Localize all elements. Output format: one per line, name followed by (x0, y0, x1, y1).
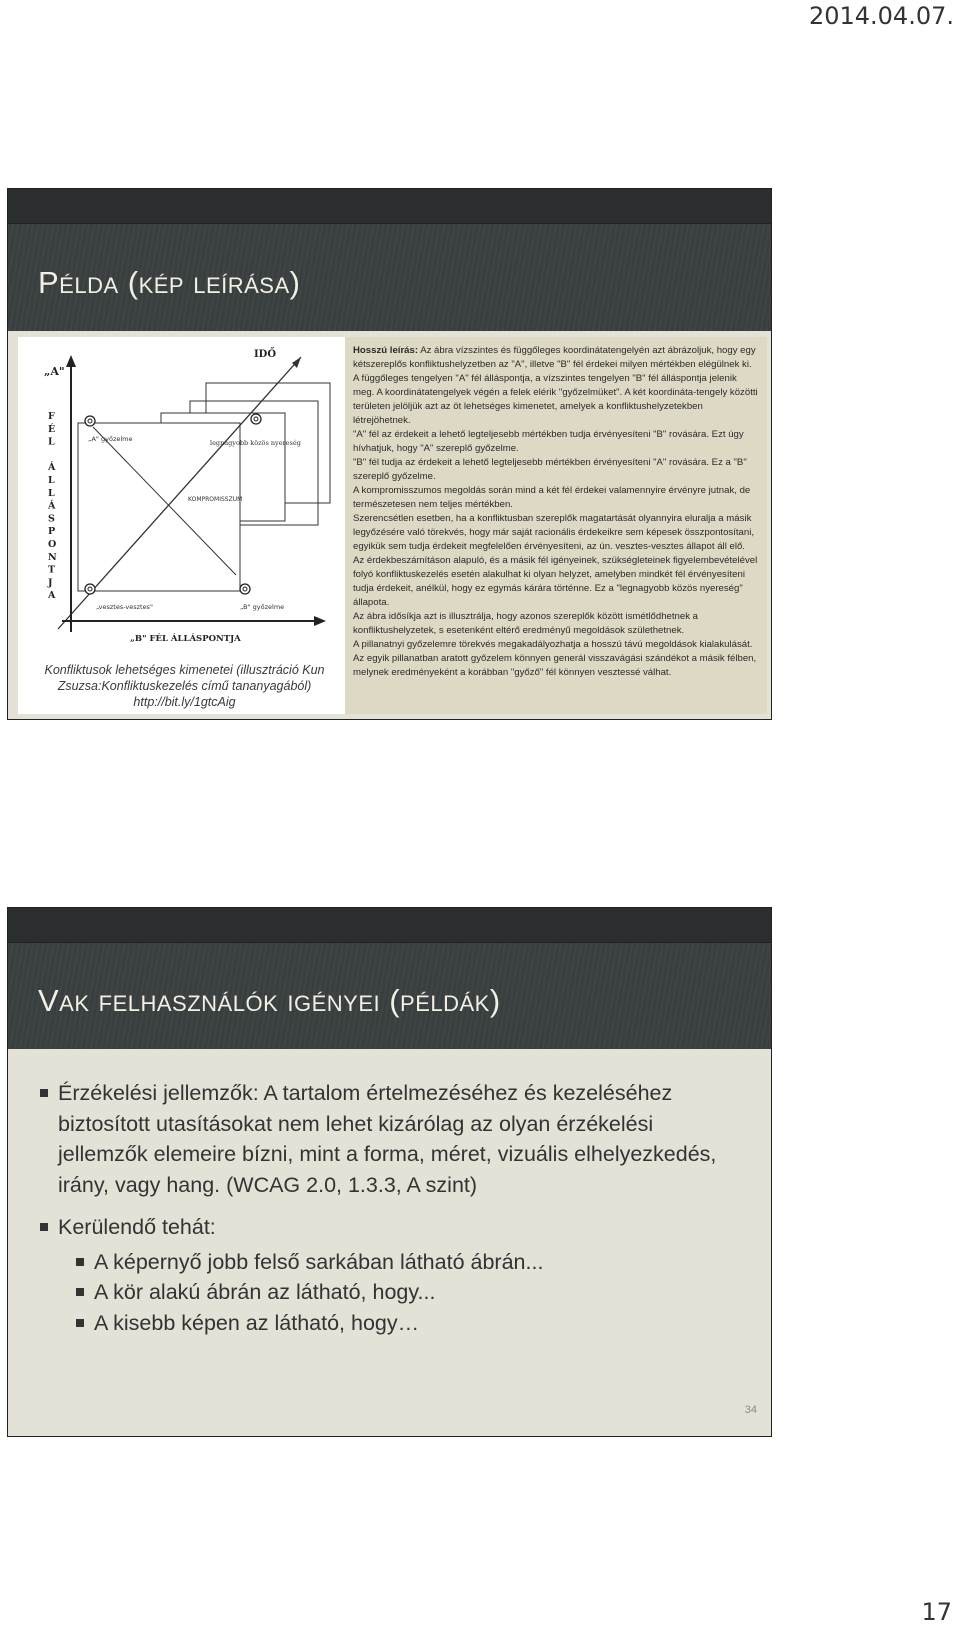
vertical-axis-letter: L (48, 475, 55, 486)
label-time: IDŐ (254, 349, 277, 360)
vertical-axis-letter: É (48, 423, 56, 435)
description-paragraph: "B" fél tudja az érdekeit a lehető legteljesebb mértékben érvényesíteni "A" rovására. Ez a "B" szereplő győzelme. (353, 457, 747, 482)
page-date: 2014.04.07. (808, 2, 954, 30)
description-lead (353, 344, 759, 428)
slide-header (8, 908, 771, 1049)
sub-bullet-list (38, 1247, 738, 1339)
sub-bullet-item: A kisebb képen az látható, hogy… (38, 1308, 738, 1339)
label-lose-lose: „vesztes-vesztes" (96, 603, 153, 611)
page-number: 17 (921, 1598, 952, 1626)
label-b-position-axis: „B" FÉL ÁLLÁSPONTJA (130, 634, 241, 644)
vertical-axis-letter: S (48, 513, 55, 525)
description-paragraph: Az ábra idősíkja azt is illusztrálja, hogy azonos szereplők között ismétlődhetnek a konfliktushelyzetek, s esetenként eltérő eredményű megoldások születhetnek. (353, 611, 699, 636)
slide-header (8, 189, 771, 331)
conflict-diagram (18, 337, 351, 667)
bullet-item: Érzékelési jellemzők: A tartalom értelmezéséhez és kezeléséhez biztosított utasításokat nem lehet kizárólag az olyan érzékelési jellemzők elemeire bízni, mint a forma, méret, vizuális elhelyezkedés, irány, vagy hang. (WCAG 2.0, 1.3.3, A szint) (38, 1078, 738, 1200)
vertical-axis-letter: F (48, 411, 55, 422)
slide-title: Példa (kép leírása) (38, 265, 301, 300)
vertical-axis-letter: L (48, 487, 55, 499)
sub-bullet-item: A képernyő jobb felső sarkában látható ábrán... (38, 1247, 738, 1278)
bullet-text: Kerülendő tehát: (58, 1215, 216, 1239)
slide-blind-user-needs (7, 907, 772, 1437)
description-paragraph: "A" fél az érdekeit a lehető legteljesebb mértékben tudja érvényesíteni "B" rovására. Ezt úgy hívhatjuk, hogy "A" szereplő győzelme. (353, 429, 744, 454)
outcome-lose-lose-marker (85, 584, 95, 594)
slide-title: Vak felhasználók igényei (példák) (38, 983, 501, 1018)
description-lead-text: Az ábra vízszintes és függőleges koordinátatengelyén azt ábrázoljuk, hogy egy kétszereplős konfliktushelyzetben az "A", illetve "B" fél érdekei milyen mértékben elégülnek ki. A függőleges tengelyen "A" fél álláspontja, a vízszintes tengelyen "B" fél álláspontja jelenik meg. A koordinátatengelyek végén a felek elérik "győzelmüket". A két koordináta-tengely közötti területen jelöljük azt az öt lehetséges kimenetet, amelyek a konfliktushelyzetekben létrejöhetnek. (353, 345, 758, 426)
vertical-axis-letter: O (48, 539, 57, 550)
label-compromise: KOMPROMISSZUM (188, 496, 243, 503)
sub-bullet-item: A kör alakú ábrán az látható, hogy... (38, 1277, 738, 1308)
description-paragraph: A pillanatnyi győzelemre törekvés megakadályozhatja a hosszú távú megoldások kialakulását. Az egyik pillanatban aratott győzelem könnyen generál visszavágási szándékot a másik félben, melynek eredményeként a korábban "győző" fél könnyen vesztessé válhat. (353, 639, 757, 678)
slide-example-image-description (7, 188, 772, 720)
label-a-win: „A" győzelme (88, 435, 133, 443)
vertical-axis-letter: Á (48, 462, 56, 474)
bullet-item (38, 1212, 738, 1243)
description-paragraph: A kompromisszumos megoldás során mind a két fél érdekei valamennyire érvényre jutnak, de természetesen nem teljes mértékben. (353, 485, 751, 510)
conflict-outcomes-figure (18, 337, 351, 714)
outcome-a-win-marker (85, 416, 95, 426)
vertical-axis-letter: P (48, 526, 56, 538)
vertical-axis-letter: A (48, 590, 56, 602)
description-paragraph: Szerencsétlen esetben, ha a konfliktusban szereplők magatartását olyannyira eluralja a másik legyőzésére való törekvés, hogy már saját racionális érdekeikre sem képesek összpontosítani, egyikük sem tudja érdekeit megfelelően érvényesíteni, az ún. vesztes-vesztes állapot áll elő. (353, 513, 755, 552)
vertical-axis-letter: J (48, 577, 53, 589)
description-lead-label: Hosszú leírás: (353, 345, 419, 356)
horizontal-axis-arrowhead (314, 616, 326, 626)
figure-caption-source: http://bit.ly/1gtcAig (133, 695, 236, 709)
description-paragraph: Az érdekbeszámításon alapuló, és a másik fél igényeinek, szükségleteinek figyelembevételével folyó konfliktuskezelés esetén alakulhat ki olyan helyzet, amelyben mindkét fél érvényesíteni tudja érdekeit, anélkül, hogy ez egymás kárára történne. Ez a "legnagyobb közös nyereség" állapota. (353, 555, 758, 608)
label-a-side: „A" (44, 365, 65, 378)
vertical-axis-letter: L (48, 436, 55, 448)
figure-caption-line: Zsuzsa:Konfliktuskezelés című tananyagából) (57, 679, 312, 693)
figure-caption-line: Konfliktusok lehetséges kimenetei (illusztráció Kun (44, 663, 325, 677)
bullet-list (38, 1078, 738, 1338)
outcome-best-common-marker (251, 414, 261, 424)
main-plane-frame (78, 423, 243, 591)
vertical-axis-label (47, 411, 57, 601)
slide-number: 34 (744, 1404, 757, 1416)
vertical-axis-letter: N (48, 551, 57, 563)
vertical-axis-letter: Á (48, 500, 56, 512)
figure-caption (18, 662, 351, 710)
vertical-axis-letter: T (48, 564, 56, 576)
label-b-win: „B" győzelme (240, 603, 285, 611)
outcome-b-win-marker (240, 584, 250, 594)
vertical-axis-arrowhead (66, 355, 76, 367)
long-description (345, 337, 767, 714)
label-best-common-gain: legnagyobb közös nyereség (210, 439, 301, 447)
